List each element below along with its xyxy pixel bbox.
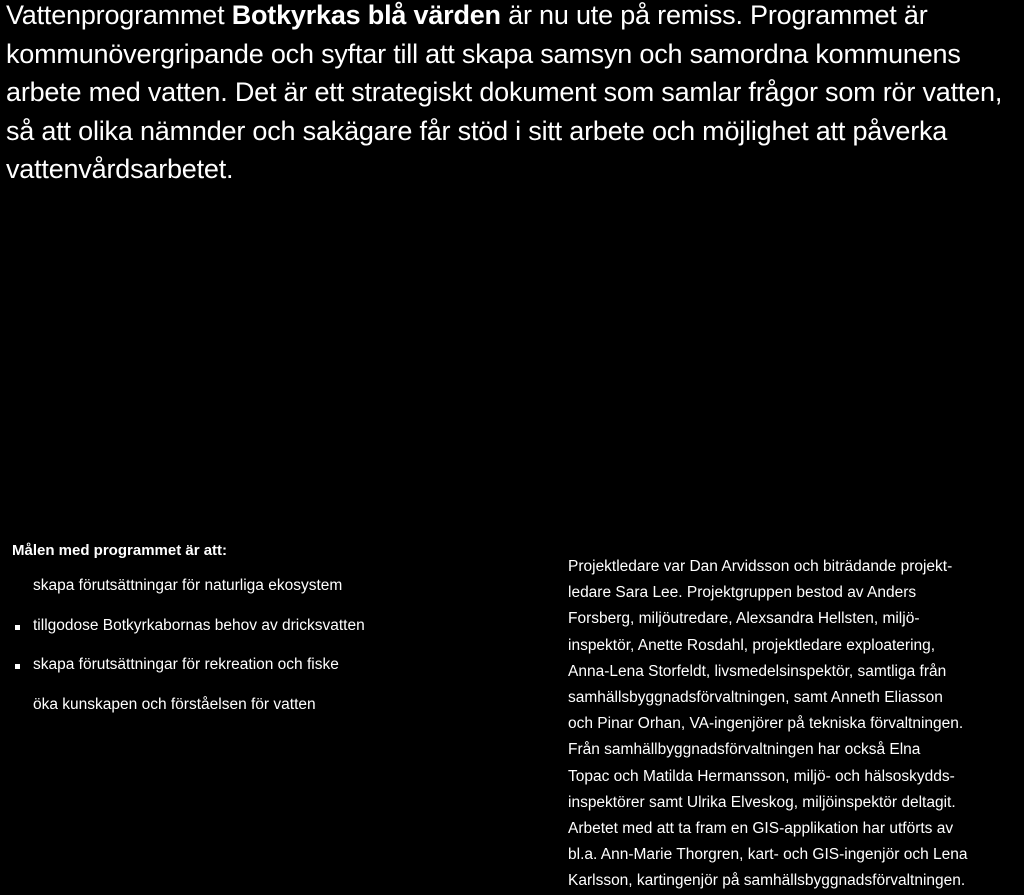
goal-item: öka kunskapen och förståelsen för vatten <box>33 695 316 713</box>
credits-line: inspektörer samt Ulrika Elveskog, miljöinspektör deltagit. <box>568 793 956 811</box>
intro-body: är nu ute på remiss. Programmet är kommunövergripande och syftar till att skapa samsyn och samordna kommunens arbete med vatten. Det är ett strategiskt dokument som samlar frågor som rör vatten, så att olika nämnder och sakägare får stöd i sitt arbete och möjlighet att påverka vattenvårdsarbetet. <box>6 0 1003 184</box>
credits-line: Forsberg, miljöutredare, Alexsandra Hellsten, miljö- <box>568 610 920 628</box>
credits-line: ledare Sara Lee. Projektgruppen bestod av Anders <box>568 584 917 602</box>
goal-item: tillgodose Botkyrkabornas behov av dricksvatten <box>12 615 492 637</box>
credits-line: Arbetet med att ta fram en GIS-applikation har utförts av <box>568 820 954 838</box>
credits-line: bl.a. Ann-Marie Thorgren, kart- och GIS-ingenjör och Lena <box>568 846 968 864</box>
credits-line: och Pinar Orhan, VA-ingenjörer på tekniska förvaltningen. <box>568 715 964 733</box>
credits-line: samhällsbyggnadsförvaltningen, samt Anneth Eliasson <box>568 689 943 707</box>
intro-prefix: Vattenprogrammet <box>6 0 232 30</box>
program-title: Botkyrkas blå värden <box>231 0 501 30</box>
goals-heading: Målen med programmet är att: <box>12 542 228 559</box>
credits-line: inspektör, Anette Rosdahl, projektledare exploatering, <box>568 636 936 654</box>
goal-item: skapa förutsättningar för rekreation och fiske <box>12 654 492 676</box>
goal-item: skapa förutsättningar för naturliga ekosystem <box>33 577 343 594</box>
credits-line: Topac och Matilda Hermansson, miljö- och hälsoskydds- <box>568 767 955 785</box>
goals-list <box>12 575 492 716</box>
credits-line: Karlsson, kartingenjör på samhällsbyggnadsförvaltningen. <box>568 872 966 890</box>
credits-line: Anna-Lena Storfeldt, livsmedelsinspektör, samtliga från <box>568 662 947 680</box>
intro-paragraph <box>6 0 1016 189</box>
credits-line: Från samhällbyggnadsförvaltningen har också Elna <box>568 741 921 759</box>
credits-line: Projektledare var Dan Arvidsson och biträdande projekt- <box>568 558 953 575</box>
goals-section <box>12 540 492 733</box>
project-credits <box>568 554 1020 895</box>
